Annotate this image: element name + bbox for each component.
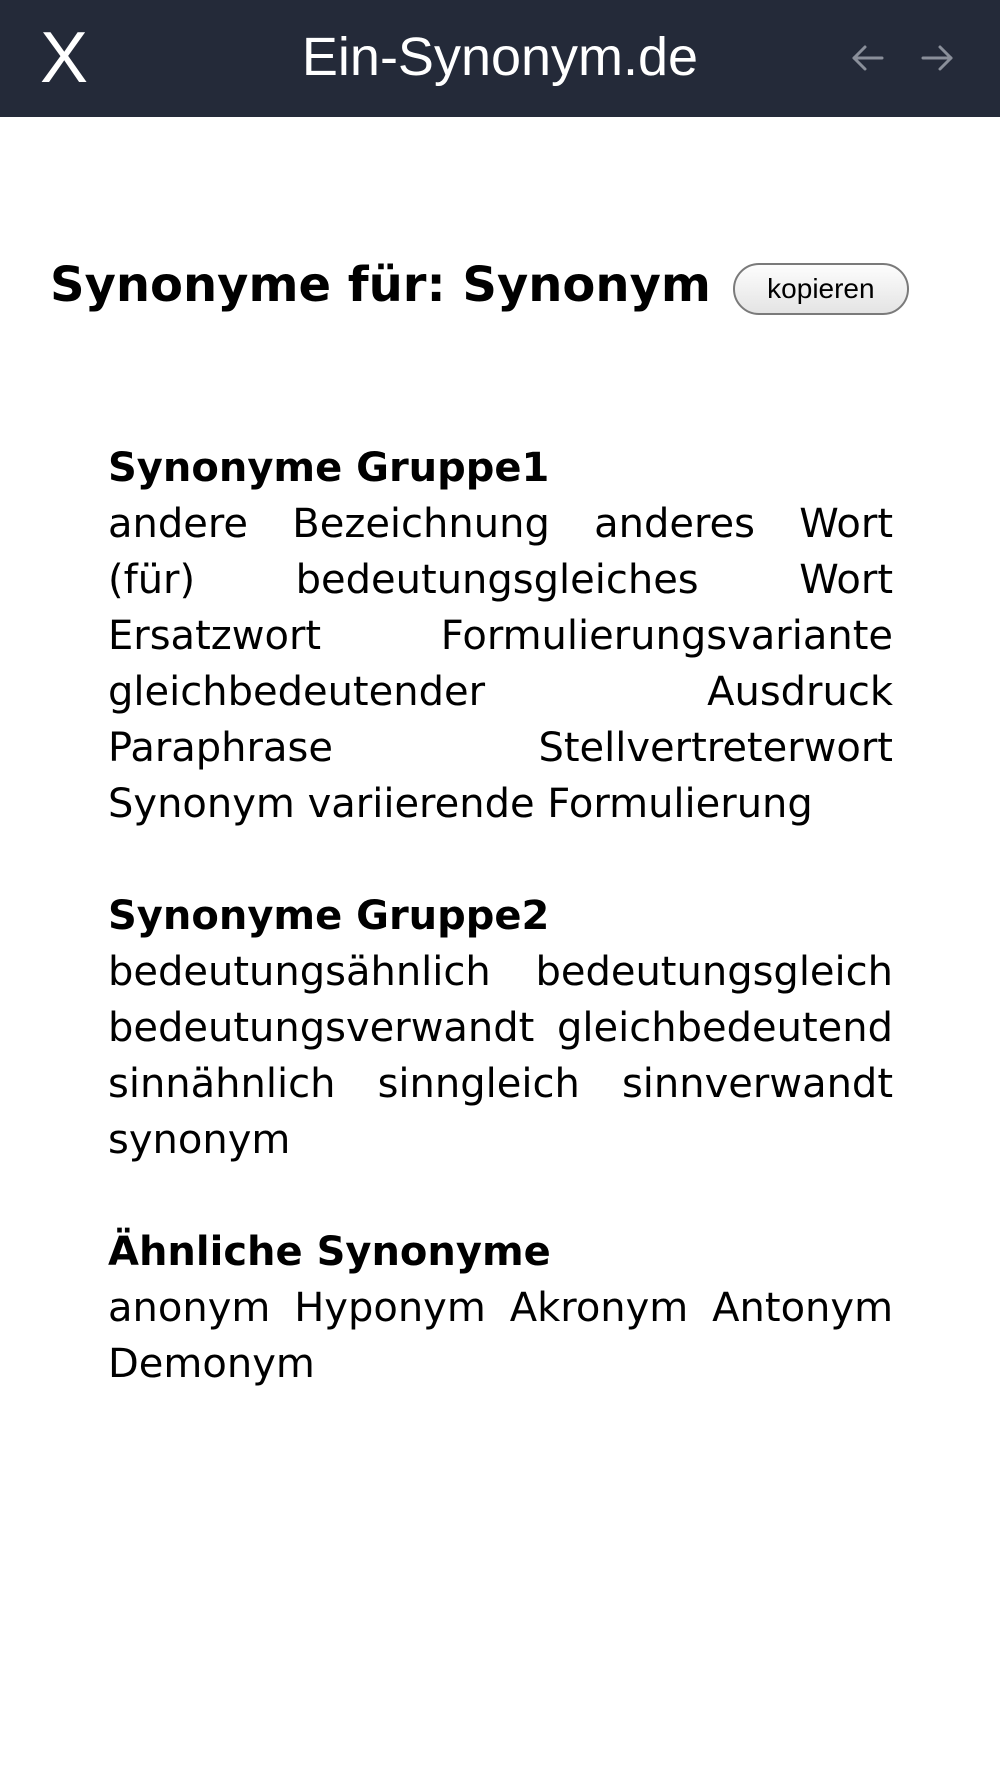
- close-button[interactable]: X: [40, 18, 89, 98]
- synonym-link[interactable]: Ersatzwort: [108, 613, 322, 659]
- synonym-link[interactable]: synonym: [108, 1117, 291, 1163]
- synonym-link[interactable]: sinngleich: [377, 1061, 580, 1107]
- arrow-left-icon[interactable]: [848, 38, 888, 78]
- synonym-link[interactable]: bedeutungsverwandt: [108, 1005, 535, 1051]
- synonym-link[interactable]: Demonym: [108, 1341, 315, 1387]
- synonym-link[interactable]: Antonym: [712, 1285, 894, 1331]
- synonym-link[interactable]: Synonym: [108, 781, 295, 827]
- synonym-link[interactable]: Formulierungsvariante: [440, 613, 893, 659]
- synonym-list: [108, 1280, 893, 1392]
- synonym-link[interactable]: bedeutungsgleich: [535, 949, 893, 995]
- synonym-link[interactable]: Stellvertreterwort: [538, 725, 893, 771]
- synonym-link[interactable]: bedeutungsähnlich: [108, 949, 491, 995]
- copy-button[interactable]: kopieren: [733, 263, 909, 315]
- synonym-link[interactable]: Paraphrase: [108, 725, 333, 771]
- synonym-group: [108, 440, 908, 832]
- synonym-group: [108, 888, 908, 1168]
- synonym-link[interactable]: gleichbedeutender Ausdruck: [108, 669, 893, 715]
- group-title: Synonyme Gruppe2: [108, 893, 550, 939]
- synonym-link[interactable]: sinnverwandt: [621, 1061, 894, 1107]
- synonym-link[interactable]: bedeutungsgleiches Wort: [295, 557, 894, 603]
- synonym-groups: [108, 440, 908, 1448]
- synonym-link[interactable]: sinnähnlich: [108, 1061, 336, 1107]
- app-title: Ein-Synonym.de: [301, 27, 699, 87]
- synonym-link[interactable]: Akronym: [509, 1285, 689, 1331]
- page-title: Synonyme für: Synonym: [50, 257, 711, 313]
- heading-row: [50, 250, 970, 320]
- arrow-right-icon[interactable]: [917, 38, 957, 78]
- top-bar: [0, 0, 1000, 117]
- synonym-link[interactable]: gleichbedeutend: [557, 1005, 893, 1051]
- group-title: Synonyme Gruppe1: [108, 445, 550, 491]
- synonym-link[interactable]: andere Bezeichnung: [108, 501, 550, 547]
- group-title: Ähnliche Synonyme: [108, 1229, 551, 1275]
- synonym-group: [108, 1224, 908, 1392]
- synonym-link[interactable]: anderes Wort (für): [108, 501, 894, 603]
- synonym-link[interactable]: variierende Formulierung: [307, 781, 813, 827]
- synonym-link[interactable]: Hyponym: [294, 1285, 486, 1331]
- synonym-link[interactable]: anonym: [108, 1285, 271, 1331]
- synonym-list: [108, 944, 893, 1168]
- synonym-list: [108, 496, 893, 832]
